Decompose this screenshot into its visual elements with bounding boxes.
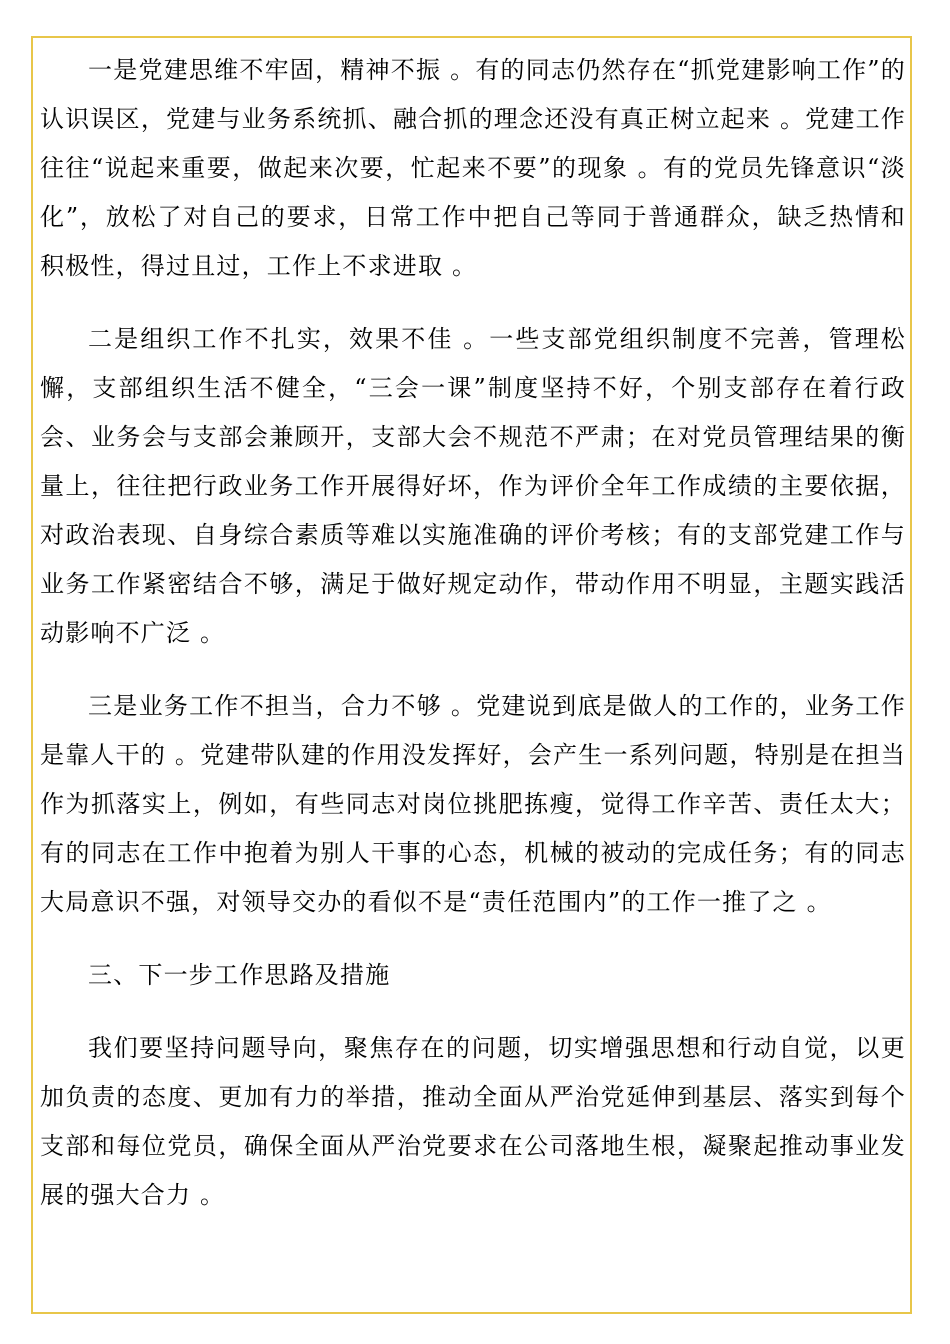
section-heading-next-steps: 三、下一步工作思路及措施 [88,961,391,989]
document-body [40,46,906,1244]
paragraph-party-building-thinking: 一是党建思维不牢固，精神不振 。有的同志仍然存在“抓党建影响工作”的认识误区，党建与业务系统抓、融合抓的理念还没有真正树立起来 。党建工作往往“说起来重要，做起来次要，忙起来不要”的现象 。有的党员先锋意识“淡化”，放松了对自己的要求，日常工作中把自己等同于普通群众，缺乏热情和积极性，得过且过，工作上不求进取 。 [40,56,906,280]
paragraph-business-work: 三是业务工作不担当，合力不够 。党建说到底是做人的工作的，业务工作是靠人干的 。党建带队建的作用没发挥好，会产生一系列问题，特别是在担当作为抓落实上，例如，有些同志对岗位挑肥拣瘦，觉得工作辛苦、责任太大；有的同志在工作中抱着为别人干事的心态，机械的被动的完成任务；有的同志大局意识不强，对领导交办的看似不是“责任范围内”的工作一推了之 。 [40,692,906,916]
paragraph-organization-work: 二是组织工作不扎实，效果不佳 。一些支部党组织制度不完善，管理松懈，支部组织生活不健全，“三会一课”制度坚持不好，个别支部存在着行政会、业务会与支部会兼顾开，支部大会不规范不严肃；在对党员管理结果的衡量上，往往把行政业务工作开展得好坏，作为评价全年工作成绩的主要依据，对政治表现、自身综合素质等难以实施准确的评价考核；有的支部党建工作与业务工作紧密结合不够，满足于做好规定动作，带动作用不明显，主题实践活动影响不广泛 。 [40,325,906,647]
paragraph-closing: 我们要坚持问题导向，聚焦存在的问题，切实增强思想和行动自觉，以更加负责的态度、更加有力的举措，推动全面从严治党延伸到基层、落实到每个支部和每位党员，确保全面从严治党要求在公司落地生根，凝聚起推动事业发展的强大合力 。 [40,1034,906,1209]
